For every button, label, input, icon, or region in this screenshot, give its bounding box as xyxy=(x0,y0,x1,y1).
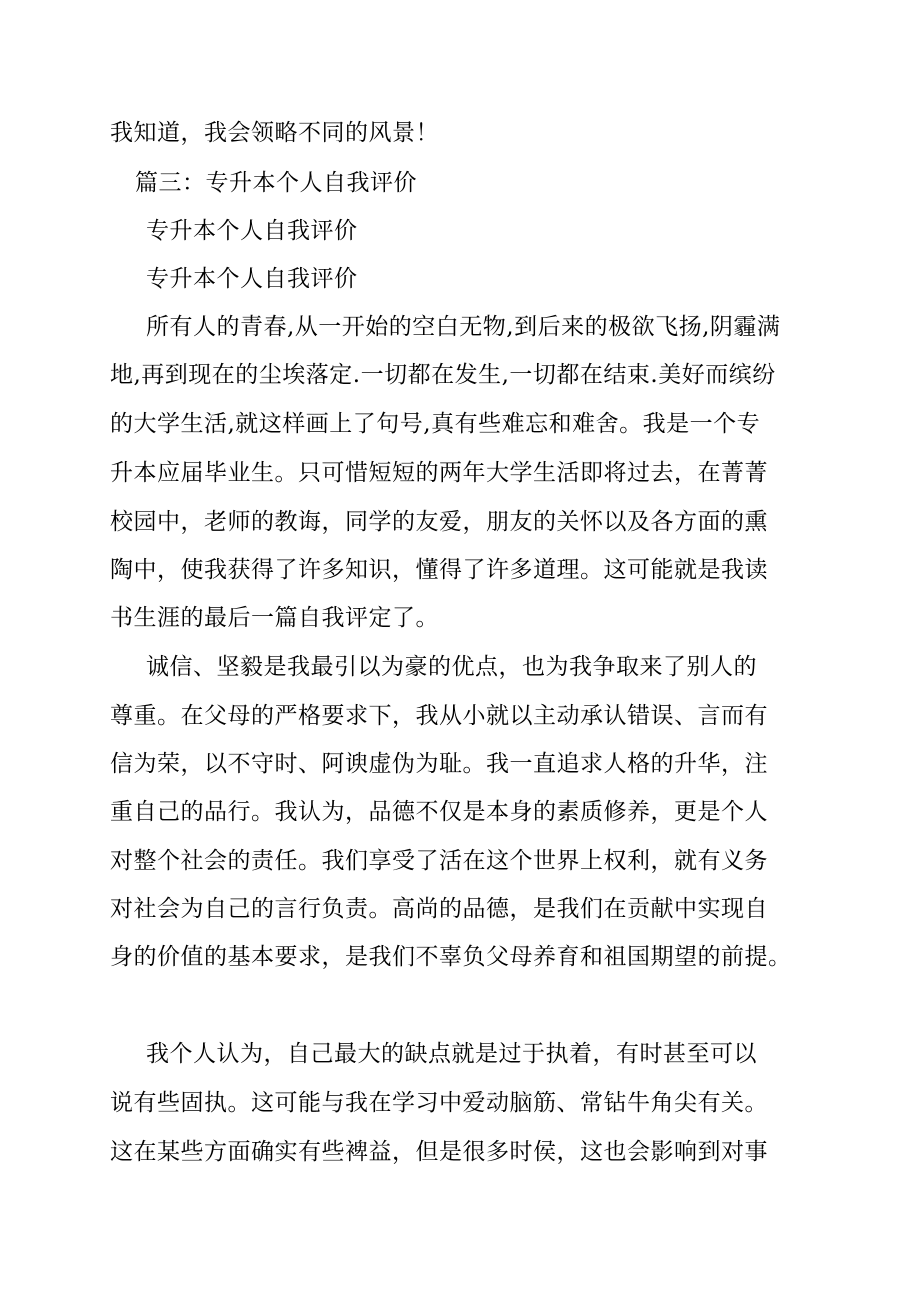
text-line: 我知道，我会领略不同的风景！ xyxy=(110,120,439,146)
text-line: 陶中，使我获得了许多知识，懂得了许多道理。这可能就是我读 xyxy=(110,557,768,583)
text-line: 信为荣，以不守时、阿谀虚伪为耻。我一直追求人格的升华，注 xyxy=(110,751,768,777)
text-line: 书生涯的最后一篇自我评定了。 xyxy=(110,605,439,631)
document-title: 专升本个人自我评价 xyxy=(146,266,358,292)
text-line: 身的价值的基本要求，是我们不辜负父母养育和祖国期望的前提。 xyxy=(110,944,792,970)
text-line: 重自己的品行。我认为，品德不仅是本身的素质修养，更是个人 xyxy=(110,799,768,825)
text-line: 对整个社会的责任。我们享受了活在这个世界上权利，就有义务 xyxy=(110,848,768,874)
text-line: 地,再到现在的尘埃落定.一切都在发生,一切都在结束.美好而缤纷 xyxy=(110,362,776,388)
text-line: 尊重。在父母的严格要求下，我从小就以主动承认错误、言而有 xyxy=(110,703,768,729)
text-line: 校园中，老师的教诲，同学的友爱，朋友的关怀以及各方面的熏 xyxy=(110,509,768,535)
text-line: 这在某些方面确实有些裨益，但是很多时侯，这也会影响到对事 xyxy=(110,1139,768,1165)
text-line: 的大学生活,就这样画上了句号,真有些难忘和难舍。我是一个专 xyxy=(110,411,761,437)
text-line: 所有人的青春,从一开始的空白无物,到后来的极欲飞扬,阴霾满 xyxy=(146,314,781,340)
document-title: 专升本个人自我评价 xyxy=(146,218,358,244)
text-line: 我个人认为，自己最大的缺点就是过于执着，有时甚至可以 xyxy=(146,1041,757,1067)
text-line: 诚信、坚毅是我最引以为豪的优点，也为我争取来了别人的 xyxy=(146,654,757,680)
section-heading: 篇三：专升本个人自我评价 xyxy=(135,170,417,196)
text-line: 对社会为自己的言行负责。高尚的品德，是我们在贡献中实现自 xyxy=(110,896,768,922)
text-line: 升本应届毕业生。只可惜短短的两年大学生活即将过去，在菁菁 xyxy=(110,460,768,486)
text-line: 说有些固执。这可能与我在学习中爱动脑筋、常钻牛角尖有关。 xyxy=(110,1090,768,1116)
